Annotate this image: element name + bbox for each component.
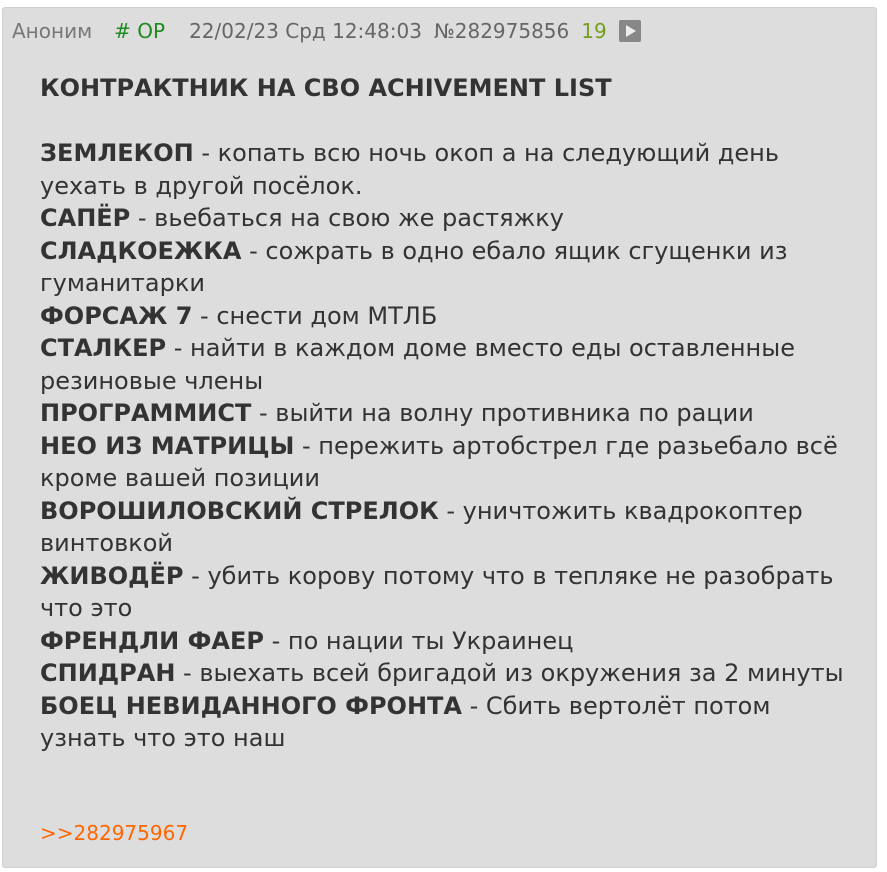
achievement-name: СПИДРАН	[40, 659, 176, 687]
op-badge: # OP	[114, 19, 166, 43]
post-container	[2, 7, 877, 868]
achievement-description: - уничтожить квадрокоптер винтовкой	[40, 496, 803, 557]
author-name: Аноним	[12, 19, 93, 43]
achievement-description: - по нации ты Украинец	[263, 626, 574, 655]
achievement-description: - сожрать в одно ебало ящик сгущенки из гуманитарки	[40, 236, 788, 297]
achievement-name: САПЁР	[40, 204, 131, 232]
achievement-name: ФРЕНДЛИ ФАЕР	[40, 626, 264, 655]
achievement-name: ПРОГРАММИСТ	[40, 399, 252, 427]
achievement-name: ФОРСАЖ 7	[40, 301, 193, 330]
post-body	[40, 72, 860, 755]
post-datetime: 22/02/23 Срд 12:48:03	[189, 19, 422, 43]
reply-link[interactable]: >>282975967	[40, 821, 189, 845]
achievement-name: ЗЕМЛЕКОП	[40, 139, 194, 167]
achievement-item	[40, 235, 860, 300]
achievement-item	[40, 430, 860, 495]
post-header	[12, 18, 641, 44]
achievement-description: - выехать всей бригадой из окружения за 2 минуты	[175, 659, 844, 687]
achievement-name: БОЕЦ НЕВИДАННОГО ФРОНТА	[40, 691, 462, 720]
achievement-item	[40, 560, 860, 625]
achievement-description: - копать всю ночь окоп а на следующий день уехать в другой посёлок.	[40, 139, 779, 200]
achievement-item	[40, 690, 860, 755]
achievement-description: - снести дом МТЛБ	[192, 301, 438, 330]
achievement-name: НЕО ИЗ МАТРИЦЫ	[40, 431, 295, 460]
achievement-name: ЖИВОДЁР	[40, 561, 184, 590]
achievement-item	[40, 397, 860, 430]
achievement-name: СТАЛКЕР	[40, 334, 167, 362]
achievement-item	[40, 300, 860, 333]
achievement-list	[40, 137, 860, 755]
replies-count[interactable]: 19	[581, 19, 607, 43]
achievement-item	[40, 202, 860, 235]
achievement-name: ВОРОШИЛОВСКИЙ СТРЕЛОК	[40, 496, 439, 525]
post-number[interactable]: №282975856	[433, 19, 570, 43]
achievement-item	[40, 625, 860, 658]
achievement-description: - выйти на волну противника по рации	[251, 399, 754, 427]
achievement-description: - Сбить вертолёт потом узнать что это наш	[40, 691, 771, 752]
achievement-item	[40, 332, 860, 397]
achievement-name: СЛАДКОЕЖКА	[40, 236, 242, 265]
post-title: КОНТРАКТНИК НА СВО ACHIVEMENT LIST	[40, 74, 612, 102]
achievement-item	[40, 495, 860, 560]
achievement-item	[40, 137, 860, 202]
achievement-description: - убить корову потому что в тепляке не разобрать что это	[40, 561, 834, 622]
achievement-item	[40, 657, 860, 690]
achievement-description: - вьебаться на свою же растяжку	[130, 204, 564, 232]
achievement-description: - найти в каждом доме вместо еды оставленные резиновые члены	[40, 334, 795, 395]
achievement-description: - пережить артобстрел где разьебало всё кроме вашей позиции	[40, 431, 838, 492]
play-icon[interactable]	[619, 20, 641, 42]
